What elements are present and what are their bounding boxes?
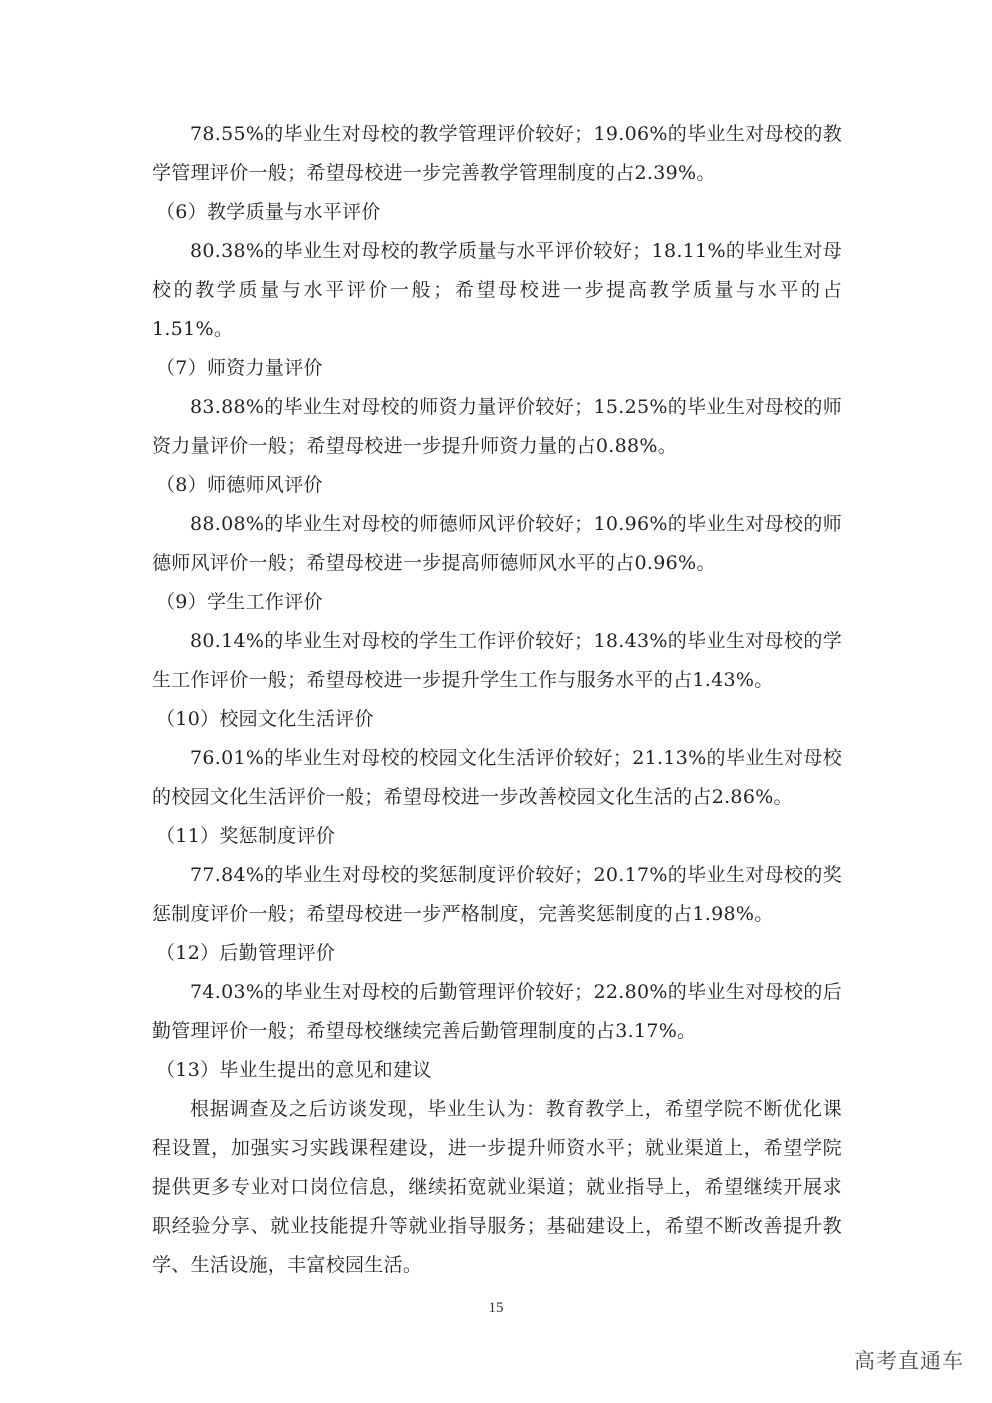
heading-teaching-quality: （6）教学质量与水平评价 [156,201,381,223]
document-body [152,115,842,1285]
paragraph-teaching-quality: 80.38%的毕业生对母校的教学质量与水平评价较好；18.11%的毕业生对母校的教学质量与水平评价一般；希望母校进一步提高教学质量与水平的占1.51%。 [152,240,842,340]
heading-reward-punishment: （11）奖惩制度评价 [156,825,336,847]
paragraph-logistics: 74.03%的毕业生对母校的后勤管理评价较好；22.80%的毕业生对母校的后勤管理评价一般；希望母校继续完善后勤管理制度的占3.17%。 [152,981,842,1042]
heading-faculty-strength: （7）师资力量评价 [156,357,323,379]
heading-teacher-ethics: （8）师德师风评价 [156,474,323,496]
paragraph-student-work: 80.14%的毕业生对母校的学生工作评价较好；18.43%的毕业生对母校的学生工作评价一般；希望母校进一步提升学生工作与服务水平的占1.43%。 [152,630,842,691]
paragraph-teacher-ethics: 88.08%的毕业生对母校的师德师风评价较好；10.96%的毕业生对母校的师德师风评价一般；希望母校进一步提高师德师风水平的占0.96%。 [152,513,842,574]
heading-campus-culture: （10）校园文化生活评价 [156,708,374,730]
page-number: 15 [488,1300,504,1316]
paragraph-teaching-management: 78.55%的毕业生对母校的教学管理评价较好；19.06%的毕业生对母校的教学管理评价一般；希望母校进一步完善教学管理制度的占2.39%。 [152,123,842,184]
paragraph-suggestions: 根据调查及之后访谈发现，毕业生认为：教育教学上，希望学院不断优化课程设置，加强实习实践课程建设，进一步提升师资水平；就业渠道上，希望学院提供更多专业对口岗位信息，继续拓宽就业渠道；就业指导上，希望继续开展求职经验分享、就业技能提升等就业指导服务；基础建设上，希望不断改善提升教学、生活设施，丰富校园生活。 [152,1098,842,1276]
heading-suggestions: （13）毕业生提出的意见和建议 [156,1059,432,1081]
paragraph-campus-culture: 76.01%的毕业生对母校的校园文化生活评价较好；21.13%的毕业生对母校的校园文化生活评价一般；希望母校进一步改善校园文化生活的占2.86%。 [152,747,842,808]
paragraph-faculty-strength: 83.88%的毕业生对母校的师资力量评价较好；15.25%的毕业生对母校的师资力量评价一般；希望母校进一步提升师资力量的占0.88%。 [152,396,842,457]
heading-logistics: （12）后勤管理评价 [156,942,336,964]
paragraph-reward-punishment: 77.84%的毕业生对母校的奖惩制度评价较好；20.17%的毕业生对母校的奖惩制度评价一般；希望母校进一步严格制度，完善奖惩制度的占1.98%。 [152,864,842,925]
heading-student-work: （9）学生工作评价 [156,591,323,613]
watermark-text: 高考直通车 [854,1349,964,1373]
